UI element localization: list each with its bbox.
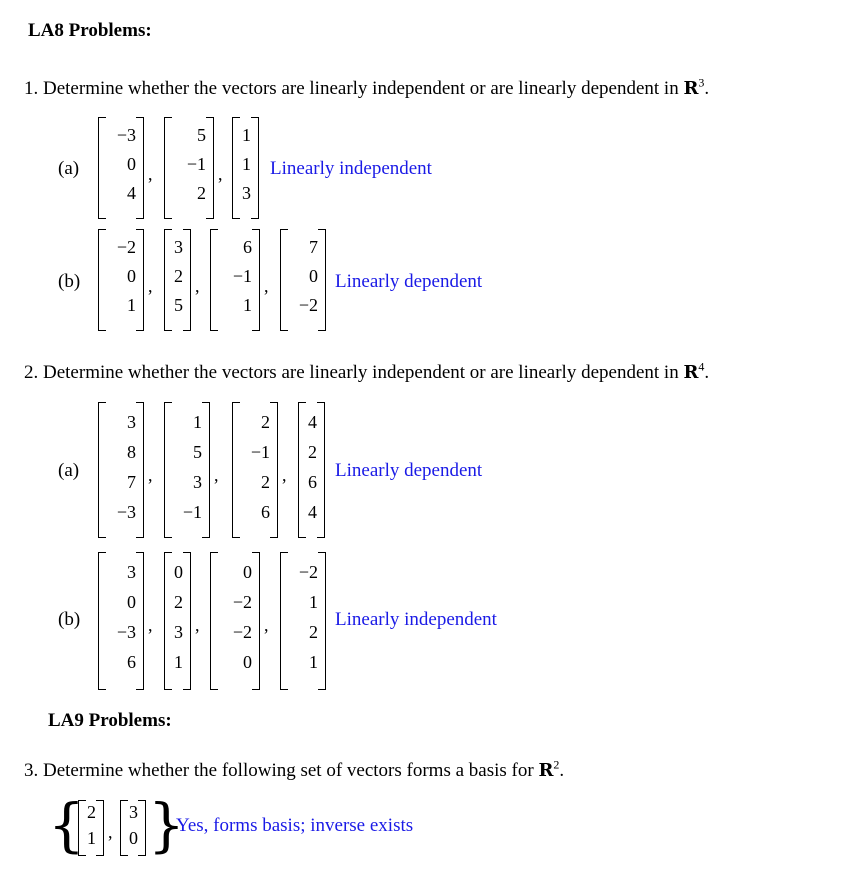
right-bracket <box>252 229 260 331</box>
vector-separator-comma: , <box>195 276 200 296</box>
right-bracket <box>270 402 278 538</box>
left-bracket <box>98 229 106 331</box>
q3-period: . <box>559 760 565 781</box>
right-bracket <box>317 402 325 538</box>
vector-entry: 0 <box>127 154 136 174</box>
vector-entry: 0 <box>243 652 252 672</box>
q2-number: 2. <box>24 362 39 383</box>
vector-entry: 8 <box>127 442 136 462</box>
vector-entry: 2 <box>174 592 183 612</box>
vector-separator-comma: , <box>264 276 269 296</box>
q2a-label: (a) <box>58 460 80 481</box>
q1a-label: (a) <box>58 158 80 179</box>
vector-entry: 2 <box>309 622 318 642</box>
vector-separator-comma: , <box>282 465 287 485</box>
right-bracket <box>318 229 326 331</box>
left-bracket <box>232 402 240 538</box>
vector-entry: 0 <box>129 828 138 848</box>
left-bracket <box>98 402 106 538</box>
right-bracket <box>251 117 259 219</box>
q3-answer: Yes, forms basis; inverse exists <box>176 815 414 836</box>
vector-entry: 2 <box>174 266 183 286</box>
q1b-label: (b) <box>58 271 81 292</box>
left-bracket <box>210 229 218 331</box>
vector-entry: 6 <box>127 652 136 672</box>
vector-entry: −1 <box>250 442 270 462</box>
vector-entry: 4 <box>308 412 317 432</box>
q1b-vector-2 <box>164 229 191 331</box>
q1b-answer: Linearly dependent <box>335 271 483 292</box>
vector-entry: −3 <box>116 502 136 522</box>
q2-text: Determine whether the vectors are linearly independent or are linearly dependent in <box>43 362 679 383</box>
vector-entry: 2 <box>197 183 206 203</box>
vector-separator-comma: , <box>148 164 153 184</box>
q2a-vector-2 <box>164 402 210 538</box>
right-bracket <box>252 552 260 690</box>
vector-separator-comma: , <box>148 465 153 485</box>
vector-separator-comma: , <box>148 276 153 296</box>
vector-separator-comma: , <box>108 822 113 842</box>
vector-entry: −1 <box>186 154 206 174</box>
q1-space-symbol: R <box>683 78 699 99</box>
q1b-vector-3 <box>210 229 260 331</box>
q2a-vector-4 <box>298 402 325 538</box>
vector-entry: −2 <box>232 622 252 642</box>
q2b-vector-4 <box>280 552 326 690</box>
left-bracket <box>120 800 128 856</box>
right-bracket <box>202 402 210 538</box>
left-bracket <box>98 552 106 690</box>
vector-entry: 1 <box>127 295 136 315</box>
right-bracket <box>136 552 144 690</box>
vector-entry: 3 <box>174 622 183 642</box>
left-bracket <box>164 117 172 219</box>
vector-entry: 7 <box>309 237 318 257</box>
q3-close-brace: } <box>148 791 185 859</box>
q1-statement <box>24 75 710 100</box>
vector-entry: −1 <box>232 266 252 286</box>
vector-entry: 7 <box>127 472 136 492</box>
vector-entry: 3 <box>129 802 138 822</box>
vector-entry: 6 <box>243 237 252 257</box>
vector-entry: 1 <box>87 828 96 848</box>
right-bracket <box>96 800 104 856</box>
q3-vector-1 <box>78 800 104 856</box>
left-bracket <box>98 117 106 219</box>
vector-entry: −3 <box>116 125 136 145</box>
vector-entry: −2 <box>232 592 252 612</box>
vector-entry: 2 <box>87 802 96 822</box>
left-bracket <box>164 402 172 538</box>
vector-entry: 0 <box>174 562 183 582</box>
vector-entry: 3 <box>174 237 183 257</box>
q1-space-exponent: 3 <box>698 75 705 90</box>
vector-entry: −2 <box>298 295 318 315</box>
q2a-vector-3 <box>232 402 278 538</box>
vector-separator-comma: , <box>264 615 269 635</box>
right-bracket <box>183 229 191 331</box>
vector-entry: 5 <box>197 125 206 145</box>
q1-period: . <box>704 78 710 99</box>
la8-heading: LA8 Problems: <box>28 20 152 41</box>
q2b-answer: Linearly independent <box>335 609 497 630</box>
q2-space-symbol: R <box>683 362 699 383</box>
q1a-answer: Linearly independent <box>270 158 432 179</box>
q3-open-brace: { <box>48 791 85 859</box>
q3-vector-2 <box>120 800 146 856</box>
vector-entry: 1 <box>174 652 183 672</box>
vector-entry: 1 <box>309 592 318 612</box>
vector-entry: −3 <box>116 622 136 642</box>
vector-entry: 6 <box>261 502 270 522</box>
q3-text: Determine whether the following set of vectors forms a basis for <box>43 760 534 781</box>
q2-space-exponent: 4 <box>698 359 705 374</box>
q1a-vector-2 <box>164 117 214 219</box>
vector-entry: 3 <box>127 412 136 432</box>
vector-entry: 5 <box>174 295 183 315</box>
q2b-vector-1 <box>98 552 144 690</box>
right-bracket <box>183 552 191 690</box>
left-bracket <box>210 552 218 690</box>
left-bracket <box>164 552 172 690</box>
q1a-vector-3 <box>232 117 259 219</box>
left-bracket <box>232 117 240 219</box>
vector-entry: −2 <box>116 237 136 257</box>
q1-number: 1. <box>24 78 39 99</box>
vector-entry: 5 <box>193 442 202 462</box>
q2b-label: (b) <box>58 609 81 630</box>
la9-heading: LA9 Problems: <box>48 710 172 731</box>
left-bracket <box>164 229 172 331</box>
left-bracket <box>280 552 288 690</box>
vector-entry: 3 <box>127 562 136 582</box>
q2b-vector-3 <box>210 552 260 690</box>
vector-entry: 2 <box>261 472 270 492</box>
vector-entry: 0 <box>243 562 252 582</box>
vector-entry: 1 <box>243 295 252 315</box>
vector-separator-comma: , <box>218 164 223 184</box>
vector-entry: 3 <box>193 472 202 492</box>
right-bracket <box>136 229 144 331</box>
vector-entry: 6 <box>308 472 317 492</box>
q3-space-symbol: R <box>538 760 554 781</box>
vector-entry: 4 <box>127 183 136 203</box>
left-bracket <box>298 402 306 538</box>
vector-separator-comma: , <box>148 615 153 635</box>
right-bracket <box>206 117 214 219</box>
q3-statement <box>24 757 565 782</box>
vector-entry: 1 <box>193 412 202 432</box>
vector-entry: 2 <box>261 412 270 432</box>
vector-separator-comma: , <box>195 615 200 635</box>
right-bracket <box>138 800 146 856</box>
q3-space-exponent: 2 <box>553 757 560 772</box>
q1b-vector-1 <box>98 229 144 331</box>
left-bracket <box>280 229 288 331</box>
vector-separator-comma: , <box>214 465 219 485</box>
vector-entry: 1 <box>242 154 251 174</box>
vector-entry: 2 <box>308 442 317 462</box>
q2-period: . <box>704 362 710 383</box>
q3-number: 3. <box>24 760 39 781</box>
q2b-vector-2 <box>164 552 191 690</box>
right-bracket <box>136 117 144 219</box>
right-bracket <box>136 402 144 538</box>
vector-entry: 0 <box>127 592 136 612</box>
q2a-vector-1 <box>98 402 144 538</box>
q2a-answer: Linearly dependent <box>335 460 483 481</box>
vector-entry: 1 <box>242 125 251 145</box>
vector-entry: −1 <box>182 502 202 522</box>
q2-statement <box>24 359 710 384</box>
right-bracket <box>318 552 326 690</box>
vector-entry: −2 <box>298 562 318 582</box>
left-bracket <box>78 800 86 856</box>
q1-text: Determine whether the vectors are linearly independent or are linearly dependent in <box>43 78 679 99</box>
q1b-vector-4 <box>280 229 326 331</box>
q1a-vector-1 <box>98 117 144 219</box>
vector-entry: 0 <box>127 266 136 286</box>
vector-entry: 0 <box>309 266 318 286</box>
vector-entry: 3 <box>242 183 251 203</box>
vector-entry: 4 <box>308 502 317 522</box>
vector-entry: 1 <box>309 652 318 672</box>
